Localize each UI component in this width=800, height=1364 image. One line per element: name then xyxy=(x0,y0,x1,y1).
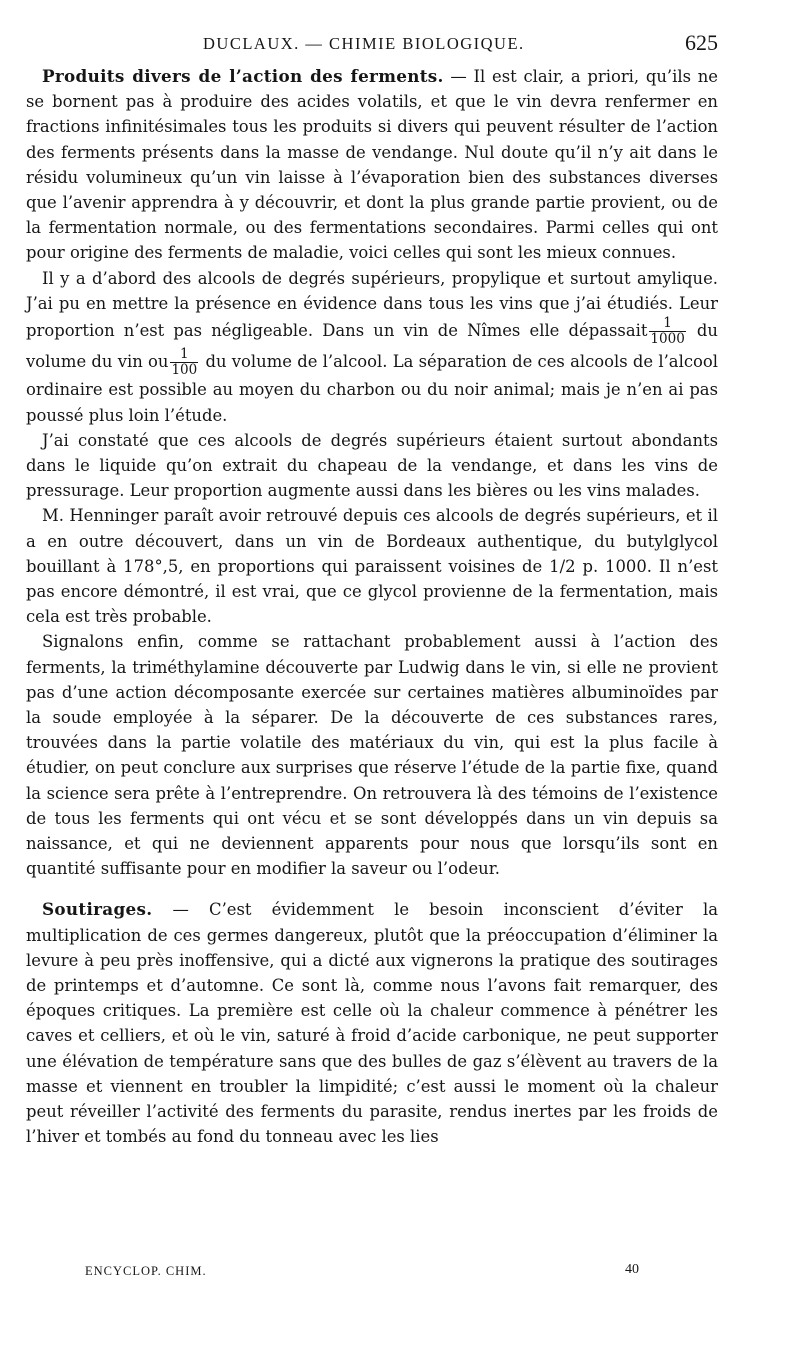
fraction xyxy=(649,316,685,347)
sheet-number: 40 xyxy=(625,1262,639,1277)
section-heading: Produits divers de l’action des ferments. xyxy=(42,66,444,86)
section-gap xyxy=(26,881,718,897)
page-number: 625 xyxy=(685,30,718,55)
paragraph: Signalons enfin, comme se rattachant probablement aussi à l’action des ferments, la triméthylamine découverte par Ludwig dans le vin, si elle ne provient pas d’une action décomposante exercée sur certaines matières albuminoïdes par la soude employée à la séparer. De la découverte de ces substances rares, trouvées dans la partie volatile des matériaux du vin, qui est la plus facile à étudier, on peut conclure aux surprises que réserve l’étude de la partie fixe, quand la science sera prête à l’entreprendre. On retrouvera là des témoins de l’existence de tous les ferments qui ont vécu et se sont développés dans un vin depuis sa naissance, et qui ne deviennent apparents pour nous que lorsqu’ils sont en quantité suffisante pour en modifier la saveur ou l’odeur. xyxy=(26,632,718,879)
body-text xyxy=(26,64,718,1150)
paragraph xyxy=(26,64,718,266)
paragraph xyxy=(26,266,718,428)
page-header xyxy=(0,30,800,60)
paragraph: M. Henninger paraît avoir retrouvé depuis ces alcools de degrés supérieurs, et il a en outre découvert, dans un vin de Bordeaux authentique, du butylglycol bouillant à 178°,5, en proportions qui paraissent voisines de 1/2 p. 1000. Il n’est pas encore démontré, il est vrai, que ce glycol provienne de la fermentation, mais cela est très probable. xyxy=(26,506,718,627)
fraction-numerator: 1 xyxy=(170,347,198,363)
paragraph-text: — C’est évidemment le besoin inconscient d’éviter la multiplication de ces germes dangereux, plutôt que la préoccupation d’éliminer la levure à peu près inoffensive, qui a dicté aux vignerons la pratique des soutirages de printemps et d’automne. Ce sont là, comme nous l’avons fait remarquer, des époques critiques. La première est celle où la chaleur commence à pénétrer les caves et celliers, et où le vin, saturé à froid d’acide carbonique, ne peut supporter une élévation de température sans que des bulles de gaz s’élèvent au travers de la masse et viennent en troubler la limpidité; c’est aussi le moment où la chaleur peut réveiller l’activité des ferments du parasite, rendus inertes par les froids de l’hiver et tombés au fond du tonneau avec les lies xyxy=(26,900,718,1147)
running-head: DUCLAUX. — CHIMIE BIOLOGIQUE. xyxy=(203,34,525,53)
fraction-denominator: 1000 xyxy=(650,330,685,347)
paragraph xyxy=(26,897,718,1149)
paragraph-text: — Il est clair, a priori, qu’ils ne se bornent pas à produire des acides volatils, et que le vin devra renfermer en fractions infinitésimales tous les produits si divers qui peuvent résulter de l’action des ferments présents dans la masse de vendange. Nul doute qu’il n’y ait dans le résidu volumineux qu’un vin laisse à l’évaporation bien des substances diverses que l’avenir apprendra à y découvrir, et dont la plus grande partie provient, ou de la fermentation normale, ou des fermentations secondaires. Parmi celles qui ont pour origine des ferments de maladie, voici celles qui sont les mieux connues. xyxy=(26,67,718,263)
fraction-numerator: 1 xyxy=(649,316,685,332)
paragraph-text: du volume du vin ou xyxy=(26,320,718,371)
fraction-denominator: 100 xyxy=(171,361,198,378)
section-heading: Soutirages. xyxy=(42,899,153,920)
fraction xyxy=(170,347,198,378)
printer-signature: ENCYCLOP. CHIM. xyxy=(85,1264,207,1278)
paragraph-text: du volume de l’alcool. La séparation de ces alcools de l’alcool ordinaire est possible au moyen du charbon ou du noir animal; mais je n’en ai pas poussé plus loin l’étude. xyxy=(26,351,718,425)
paragraph-text: Il y a d’abord des alcools de degrés supérieurs, propylique et surtout amylique. J’ai pu en mettre la présence en évidence dans tous les vins que j’ai étudiés. Leur proportion n’est pas négligeable. Dans un vin de Nîmes elle dépassait xyxy=(26,268,718,340)
page-footer xyxy=(0,1262,800,1284)
paragraph: J’ai constaté que ces alcools de degrés supérieurs étaient surtout abondants dans le liquide qu’on extrait du chapeau de la vendange, et dans les vins de pressurage. Leur proportion augmente aussi dans les bières ou les vins malades. xyxy=(26,430,718,501)
